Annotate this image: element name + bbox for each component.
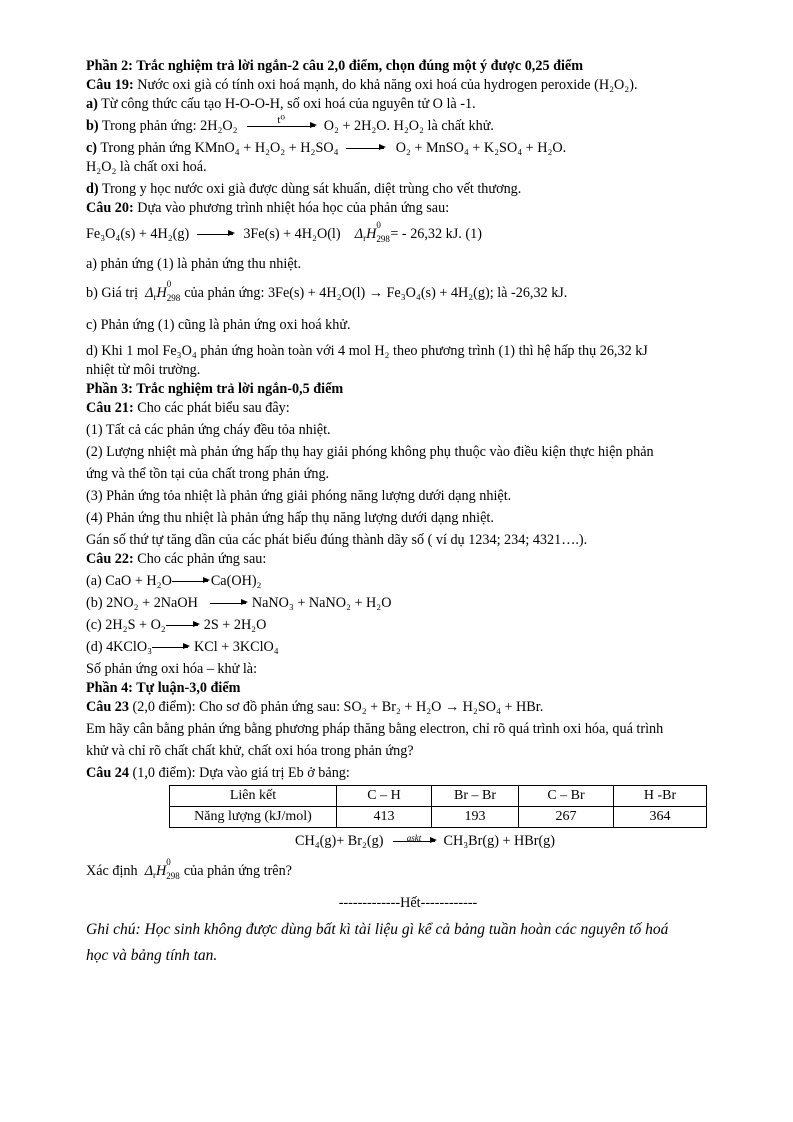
q21-ask: Gán số thứ tự tăng dần của các phát biểu đúng thành dãy số ( ví dụ 1234; 234; 4321….). xyxy=(86,532,588,548)
q23-line3: khử và chỉ rõ chất chất khử, chất oxi hóa trong phản ứng? xyxy=(86,743,414,759)
part4-title: Phần 4: Tự luận-3,0 điểm xyxy=(86,680,241,696)
table-header-row xyxy=(170,786,707,807)
reaction-arrow xyxy=(346,148,384,149)
q24-equation: CH₄(g)+ Br₂(g) askt CH₃Br(g) + HBr(g) xyxy=(295,833,555,849)
q24-ask: Xác định $\Delta_rH$ 0 298 của phản ứng trên? xyxy=(86,861,730,885)
q20-c: c) Phản ứng (1) cũng là phản ứng oxi hoá khử. xyxy=(86,317,351,333)
light-arrow: askt xyxy=(393,841,435,842)
table-header-cell: Liên kết xyxy=(170,786,337,807)
reaction-arrow xyxy=(172,581,208,582)
q20-d: d) Khi 1 mol Fe₃O₄ phản ứng hoàn toàn với 4 mol H₂ theo phương trình (1) thì hệ hấp thụ 26,32 kJ xyxy=(86,343,648,359)
q19-stem: Câu 19: Nước oxi già có tính oxi hoá mạnh, do khả năng oxi hoá của hydrogen peroxide (H₂O₂). xyxy=(86,77,638,93)
table-cell: 267 xyxy=(519,807,614,828)
reaction-arrow xyxy=(210,603,246,604)
table-header-cell: C – H xyxy=(337,786,432,807)
q21-s2: (2) Lượng nhiệt mà phản ứng hấp thụ hay giải phóng không phụ thuộc vào điều kiện thực hiện phản xyxy=(86,444,654,460)
enthalpy-symbol: $\Delta_rH$ 0 298 xyxy=(354,220,390,244)
q23-stem: Câu 23 (2,0 điểm): Cho sơ đồ phản ứng sau: SO₂ + Br₂ + H₂O → H₂SO₄ + HBr. xyxy=(86,699,544,715)
q21-s3: (3) Phản ứng tỏa nhiệt là phản ứng giải phóng năng lượng dưới dạng nhiệt. xyxy=(86,488,512,504)
q22-d: (d) 4KClO₃ KCl + 3KClO₄ xyxy=(86,639,279,655)
q22-c: (c) 2H₂S + O₂ 2S + 2H₂O xyxy=(86,617,267,633)
exam-page xyxy=(86,57,730,969)
part3-title: Phần 3: Trắc nghiệm trả lời ngắn-0,5 điểm xyxy=(86,381,344,397)
q23-line2: Em hãy cân bằng phản ứng bằng phương pháp thăng bằng electron, chỉ rõ quá trình oxi hóa, quá trình xyxy=(86,721,664,737)
enthalpy-symbol: $\Delta_rH$ 0 298 xyxy=(144,857,180,881)
q21-s4: (4) Phản ứng thu nhiệt là phản ứng hấp thụ năng lượng dưới dạng nhiệt. xyxy=(86,510,494,526)
q19-a: a) Từ công thức cấu tạo H-O-O-H, số oxi hoá của nguyên tử O là -1. xyxy=(86,96,476,112)
q24-stem: Câu 24 (1,0 điểm): Dựa vào giá trị Eb ở bảng: xyxy=(86,765,350,781)
q19-d: d) Trong y học nước oxi già được dùng sát khuẩn, diệt trùng cho vết thương. xyxy=(86,181,522,197)
q19-b: b) Trong phản ứng: 2H₂O₂ t⁰ O₂ + 2H₂O. H₂O₂ là chất khử. xyxy=(86,114,494,134)
enthalpy-symbol: $\Delta_rH$ 0 298 xyxy=(145,279,181,303)
q20-b: b) Giá trị $\Delta_rH$ 0 298 của phản ứng: 3Fe(s) + 4H₂O(l) → Fe₃O₄(s) + 4H₂(g); là -26,32 kJ. xyxy=(86,283,730,307)
q22-stem: Câu 22: Cho các phản ứng sau: xyxy=(86,551,267,567)
table-row xyxy=(170,807,707,828)
q20-equation: Fe₃O₄(s) + 4H₂(g) 3Fe(s) + 4H₂O(l) $\Delta_rH$ 0 298 = - 26,32 kJ. (1) xyxy=(86,224,730,248)
q20-a: a) phản ứng (1) là phản ứng thu nhiệt. xyxy=(86,256,302,272)
end-marker: -------------Hết------------ xyxy=(338,895,478,911)
q21-s2-cont: ứng và thể tồn tại của chất trong phản ứng. xyxy=(86,466,330,482)
q22-ask: Số phản ứng oxi hóa – khử là: xyxy=(86,661,258,677)
reaction-arrow xyxy=(197,234,233,235)
part2-title: Phần 2: Trắc nghiệm trả lời ngắn-2 câu 2,0 điểm, chọn đúng một ý được 0,25 điểm xyxy=(86,58,584,74)
bond-energy-table xyxy=(169,785,707,828)
q21-stem: Câu 21: Cho các phát biểu sau đây: xyxy=(86,400,290,416)
note-line1: Ghi chú: Học sinh không được dùng bất kì tài liệu gì kể cả bảng tuần hoàn các nguyên tố hoá xyxy=(86,921,669,938)
q22-a: (a) CaO + H₂O Ca(OH)₂ xyxy=(86,573,262,589)
reaction-arrow xyxy=(152,647,188,648)
q19-c: c) Trong phản ứng KMnO₄ + H₂O₂ + H₂SO₄ O₂ + MnSO₄ + K₂SO₄ + H₂O. xyxy=(86,140,567,156)
table-header-cell: Br – Br xyxy=(432,786,519,807)
table-cell: Năng lượng (kJ/mol) xyxy=(170,807,337,828)
q20-stem: Câu 20: Dựa vào phương trình nhiệt hóa học của phản ứng sau: xyxy=(86,200,450,216)
q22-b: (b) 2NO₂ + 2NaOH NaNO₃ + NaNO₂ + H₂O xyxy=(86,595,392,611)
heat-arrow: t⁰ xyxy=(247,126,315,127)
q21-s1: (1) Tất cả các phản ứng cháy đều tỏa nhiệt. xyxy=(86,422,331,438)
note-line2: học và bảng tính tan. xyxy=(86,947,218,964)
table-cell: 193 xyxy=(432,807,519,828)
table-header-cell: H -Br xyxy=(614,786,707,807)
q19-c-cont: H₂O₂ là chất oxi hoá. xyxy=(86,159,207,175)
table-header-cell: C – Br xyxy=(519,786,614,807)
q20-d-cont: nhiệt từ môi trường. xyxy=(86,362,201,378)
table-cell: 413 xyxy=(337,807,432,828)
reaction-arrow xyxy=(166,625,198,626)
table-cell: 364 xyxy=(614,807,707,828)
